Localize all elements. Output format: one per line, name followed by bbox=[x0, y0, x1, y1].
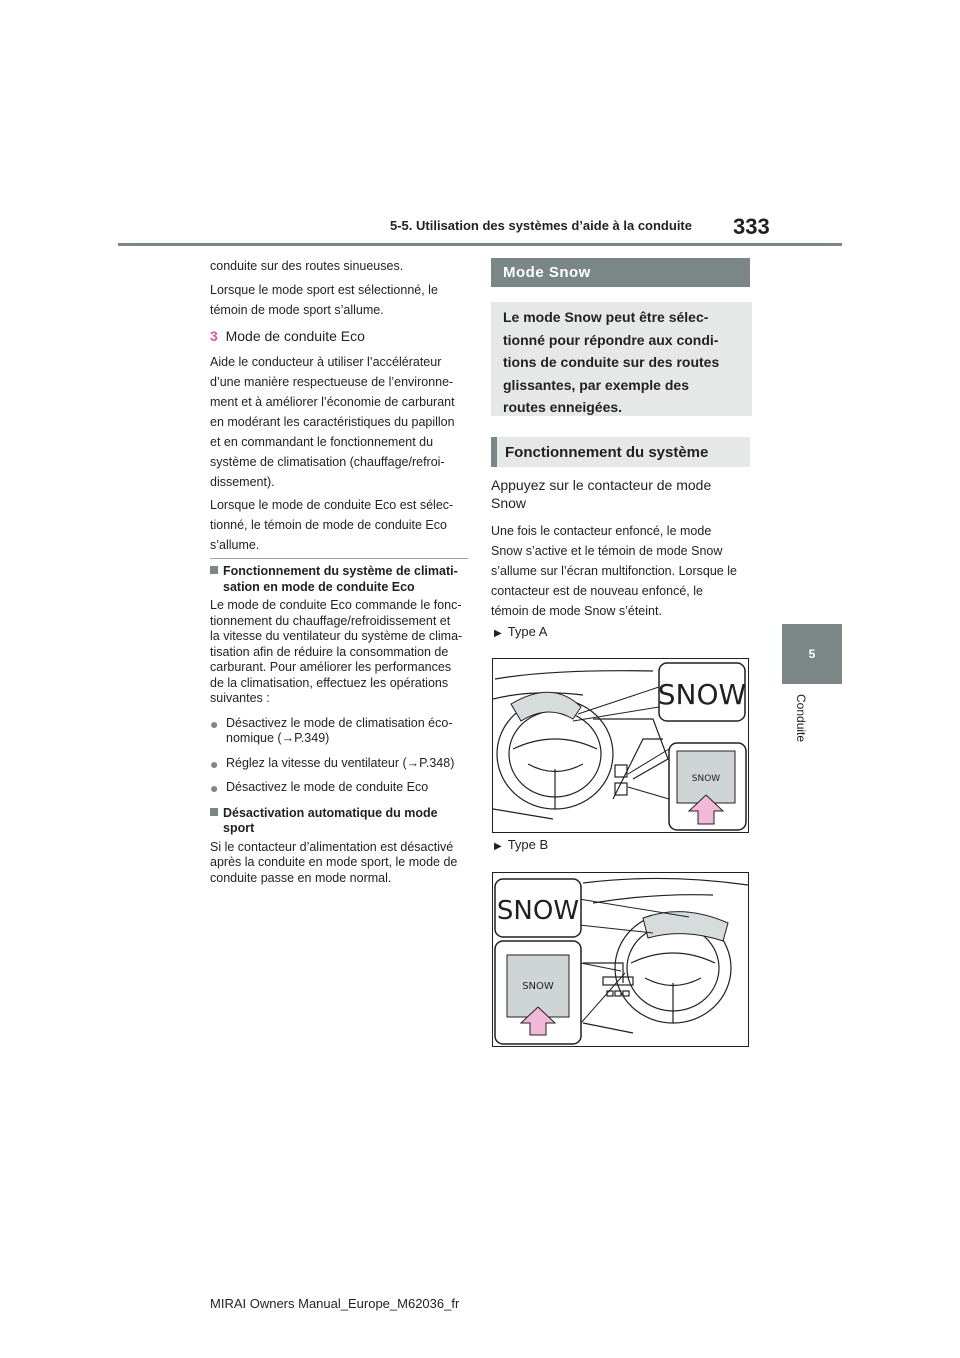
instruction-line: Snow bbox=[491, 495, 527, 511]
note-title-cont: sport bbox=[223, 821, 255, 835]
note-body bbox=[210, 598, 468, 707]
note-title: Désactivation automatique du mode bbox=[210, 806, 468, 822]
text-line: Si le contacteur d’alimentation est désactivé bbox=[210, 839, 454, 854]
text-line: Lorsque le mode sport est sélectionné, le bbox=[210, 283, 438, 297]
note-title-cont: sation en mode de conduite Eco bbox=[223, 579, 415, 594]
left-column-top bbox=[210, 256, 468, 555]
intro-line: tions de conduite sur des routes bbox=[503, 354, 720, 370]
text-line: en modérant les caractéristiques du papillon bbox=[210, 415, 455, 429]
snow-label-large: SNOW bbox=[657, 678, 747, 711]
text-line: ment et à améliorer l’économie de carburant bbox=[210, 395, 455, 409]
note-title: Fonctionnement du système de climati- bbox=[210, 564, 468, 580]
square-bullet-icon bbox=[210, 566, 218, 574]
section-header: 5-5. Utilisation des systèmes d’aide à la conduite bbox=[390, 218, 692, 233]
square-bullet-icon bbox=[210, 808, 218, 816]
item-heading bbox=[210, 325, 468, 347]
list-item bbox=[210, 716, 468, 747]
text-line: Désactivez le mode de climatisation éco- bbox=[226, 715, 453, 730]
chapter-label-wrap bbox=[794, 694, 812, 754]
text-line: tionnement du chauffage/refroidissement et bbox=[210, 613, 451, 628]
text-line: s’allume sur l’écran multifonction. Lorsque le bbox=[491, 564, 737, 578]
triangle-bullet-icon: ▶ bbox=[494, 841, 502, 852]
text-line: s’allume. bbox=[210, 538, 260, 552]
snow-label-large: SNOW bbox=[496, 896, 580, 926]
description bbox=[491, 521, 751, 621]
list-item bbox=[210, 780, 468, 796]
text-line: de la climatisation, effectuez les opérations bbox=[210, 675, 449, 690]
text-line: après la conduite en mode sport, le mode de bbox=[210, 855, 458, 869]
instruction-line: Appuyez sur le contacteur de mode bbox=[491, 477, 712, 493]
figure-type-a bbox=[492, 658, 749, 833]
eco-paragraph-2 bbox=[210, 495, 468, 555]
intro-line: Le mode Snow peut être sélec- bbox=[503, 309, 709, 325]
dashboard-illustration-b bbox=[493, 873, 748, 1046]
text-line: carburant. Pour améliorer les performances bbox=[210, 660, 452, 674]
header-divider bbox=[118, 243, 842, 246]
text-line: Une fois le contacteur enfoncé, le mode bbox=[491, 524, 712, 538]
text-line: conduite sur des routes sinueuses. bbox=[210, 259, 404, 273]
text-line: système de climatisation (chauffage/refroi- bbox=[210, 455, 445, 469]
text-line: Le mode de conduite Eco commande le fonc- bbox=[210, 598, 462, 612]
page-number: 333 bbox=[733, 214, 770, 239]
left-column-notes bbox=[210, 564, 468, 886]
text-line: témoin de mode Snow s’éteint. bbox=[491, 604, 662, 618]
item-number: 3 bbox=[210, 328, 218, 344]
chapter-tab: 5 bbox=[782, 624, 842, 684]
dashboard-illustration-a bbox=[493, 659, 748, 832]
eco-paragraph bbox=[210, 352, 468, 492]
chapter-label: Conduite bbox=[794, 694, 808, 743]
note-body bbox=[210, 840, 468, 887]
text-line: suivantes : bbox=[210, 691, 270, 705]
text-line: Réglez la vitesse du ventilateur (→P.348) bbox=[226, 755, 455, 770]
text-line: dissement). bbox=[210, 475, 275, 489]
type-a-label: ▶ Type A bbox=[494, 624, 548, 639]
intro-line: glissantes, par exemple des bbox=[503, 376, 689, 393]
text-line: Aide le conducteur à utiliser l’accélérateur bbox=[210, 355, 442, 369]
subsection-title-bar: Fonctionnement du système bbox=[491, 437, 750, 467]
round-bullet-icon: ● bbox=[210, 715, 219, 732]
triangle-bullet-icon: ▶ bbox=[494, 628, 502, 639]
snow-button-label: SNOW bbox=[691, 774, 721, 784]
text-line: la vitesse du ventilateur du système de clima- bbox=[210, 629, 463, 643]
text-line: tionné, le témoin de mode de conduite Eco bbox=[210, 518, 447, 532]
round-bullet-icon: ● bbox=[210, 780, 219, 796]
item-title: Mode de conduite Eco bbox=[225, 328, 365, 344]
figure-type-b bbox=[492, 872, 749, 1047]
text-line: nomique (→P.349) bbox=[226, 731, 330, 745]
intro-line: tionné pour répondre aux condi- bbox=[503, 331, 719, 348]
intro-line: routes enneigées. bbox=[503, 399, 623, 415]
footer-text: MIRAI Owners Manual_Europe_M62036_fr bbox=[210, 1296, 460, 1311]
text-line: Lorsque le mode de conduite Eco est sélec- bbox=[210, 498, 454, 512]
text-line: témoin de mode sport s’allume. bbox=[210, 303, 384, 317]
snow-button-label: SNOW bbox=[522, 981, 554, 992]
text-line: Désactivez le mode de conduite Eco bbox=[226, 780, 429, 794]
text-line: et en commandant le fonctionnement du bbox=[210, 435, 434, 449]
text-line: contacteur est de nouveau enfoncé, le bbox=[491, 584, 703, 598]
type-b-label: ▶ Type B bbox=[494, 837, 549, 852]
right-column-body bbox=[491, 476, 751, 621]
list-item bbox=[210, 756, 468, 772]
text-line: d’une manière respectueuse de l’environne- bbox=[210, 375, 454, 389]
text-line: Snow s’active et le témoin de mode Snow bbox=[491, 544, 723, 558]
section-divider bbox=[210, 558, 468, 559]
section-title-bar: Mode Snow bbox=[491, 258, 750, 287]
text-line: conduite passe en mode normal. bbox=[210, 870, 392, 885]
intro-box bbox=[491, 302, 752, 416]
text-line: tisation afin de réduire la consommation de bbox=[210, 644, 449, 659]
round-bullet-icon: ● bbox=[210, 755, 219, 772]
